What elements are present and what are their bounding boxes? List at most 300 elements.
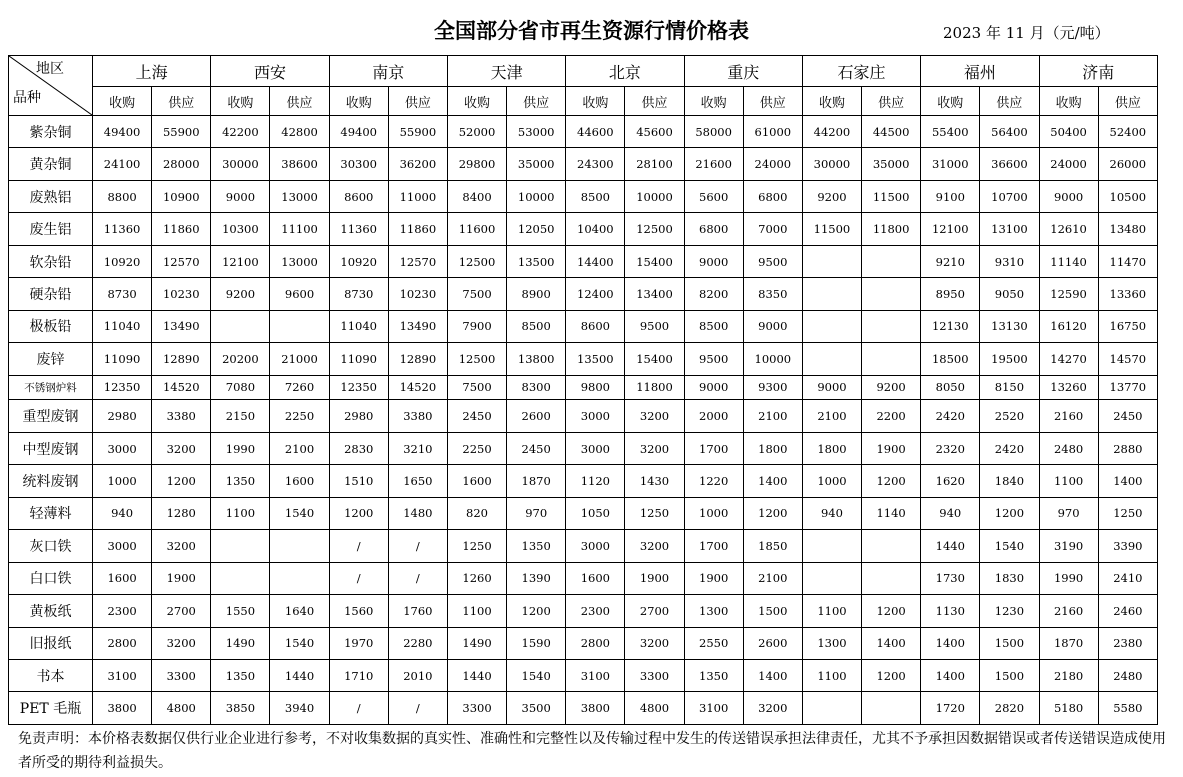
- sell-price-cell: 3380: [152, 400, 211, 432]
- buy-price-cell: [211, 310, 270, 342]
- sell-price-cell: 1250: [625, 497, 684, 529]
- sell-price-cell: 3940: [270, 692, 329, 725]
- buy-price-cell: 21600: [684, 148, 743, 180]
- sell-header: 供应: [270, 87, 329, 116]
- buy-price-cell: 1300: [802, 627, 861, 659]
- buy-price-cell: 3800: [93, 692, 152, 725]
- sell-price-cell: 1200: [507, 595, 566, 627]
- sell-price-cell: 1400: [743, 659, 802, 691]
- sell-price-cell: 3200: [625, 627, 684, 659]
- sell-price-cell: 2280: [388, 627, 447, 659]
- sell-price-cell: 1870: [507, 465, 566, 497]
- sell-price-cell: 2010: [388, 659, 447, 691]
- buy-price-cell: 2550: [684, 627, 743, 659]
- buy-price-cell: 29800: [447, 148, 506, 180]
- sell-price-cell: 21000: [270, 343, 329, 375]
- sell-price-cell: 1500: [743, 595, 802, 627]
- buy-price-cell: [802, 278, 861, 310]
- sell-price-cell: 55900: [388, 116, 447, 148]
- buy-price-cell: 12100: [921, 213, 980, 245]
- sell-price-cell: 28000: [152, 148, 211, 180]
- buy-header: 收购: [684, 87, 743, 116]
- sell-price-cell: 9500: [625, 310, 684, 342]
- buy-price-cell: 8730: [329, 278, 388, 310]
- buy-price-cell: 1130: [921, 595, 980, 627]
- sell-price-cell: 2600: [743, 627, 802, 659]
- buy-price-cell: 3000: [566, 400, 625, 432]
- sell-price-cell: 3200: [743, 692, 802, 725]
- buy-price-cell: 11360: [329, 213, 388, 245]
- buy-price-cell: 8500: [566, 180, 625, 212]
- buy-price-cell: 820: [447, 497, 506, 529]
- variety-name-cell: 紫杂铜: [9, 116, 93, 148]
- sell-price-cell: 1900: [152, 562, 211, 594]
- buy-price-cell: 1350: [211, 659, 270, 691]
- sell-price-cell: 2250: [270, 400, 329, 432]
- sell-price-cell: 10230: [152, 278, 211, 310]
- buy-price-cell: 2420: [921, 400, 980, 432]
- sell-header: 供应: [862, 87, 921, 116]
- buy-price-cell: 11360: [93, 213, 152, 245]
- sell-price-cell: 12570: [388, 245, 447, 277]
- region-header: 上海: [93, 56, 211, 87]
- variety-name-cell: 黄板纸: [9, 595, 93, 627]
- buy-price-cell: 55400: [921, 116, 980, 148]
- sell-price-cell: 1200: [862, 595, 921, 627]
- sell-price-cell: [270, 530, 329, 562]
- sell-price-cell: 9310: [980, 245, 1039, 277]
- buy-price-cell: 1600: [447, 465, 506, 497]
- buy-price-cell: 1120: [566, 465, 625, 497]
- buy-price-cell: 1100: [802, 595, 861, 627]
- buy-price-cell: 1560: [329, 595, 388, 627]
- buy-price-cell: 9800: [566, 375, 625, 400]
- price-table-body: [9, 116, 1158, 725]
- buy-price-cell: 1710: [329, 659, 388, 691]
- buy-price-cell: 1100: [447, 595, 506, 627]
- buy-price-cell: 2000: [684, 400, 743, 432]
- buy-price-cell: [802, 562, 861, 594]
- buy-price-cell: 10920: [329, 245, 388, 277]
- buy-price-cell: 14270: [1039, 343, 1098, 375]
- buy-price-cell: 58000: [684, 116, 743, 148]
- sell-price-cell: 1540: [507, 659, 566, 691]
- buy-price-cell: 52000: [447, 116, 506, 148]
- buy-price-cell: 12610: [1039, 213, 1098, 245]
- sell-price-cell: 1390: [507, 562, 566, 594]
- sell-price-cell: [862, 278, 921, 310]
- buy-price-cell: 2800: [566, 627, 625, 659]
- variety-name-cell: 软杂铅: [9, 245, 93, 277]
- variety-name-cell: 重型废钢: [9, 400, 93, 432]
- sell-price-cell: 10500: [1098, 180, 1157, 212]
- buy-price-cell: 9000: [1039, 180, 1098, 212]
- table-row: [9, 375, 1158, 400]
- corner-header-cell: [9, 56, 93, 116]
- sell-price-cell: 35000: [862, 148, 921, 180]
- sell-price-cell: 9600: [270, 278, 329, 310]
- buy-price-cell: 1200: [329, 497, 388, 529]
- sell-price-cell: 1200: [862, 659, 921, 691]
- region-header: 北京: [566, 56, 684, 87]
- buy-sell-header-row: [9, 87, 1158, 116]
- sell-price-cell: 7260: [270, 375, 329, 400]
- buy-price-cell: 14400: [566, 245, 625, 277]
- buy-price-cell: 20200: [211, 343, 270, 375]
- sell-price-cell: /: [388, 562, 447, 594]
- buy-price-cell: 18500: [921, 343, 980, 375]
- table-row: [9, 148, 1158, 180]
- table-row: [9, 497, 1158, 529]
- table-row: [9, 562, 1158, 594]
- buy-price-cell: 1600: [93, 562, 152, 594]
- corner-region-label: 地区: [36, 61, 64, 77]
- sell-price-cell: [862, 310, 921, 342]
- sell-header: 供应: [388, 87, 447, 116]
- region-header: 石家庄: [802, 56, 920, 87]
- sell-price-cell: 2480: [1098, 659, 1157, 691]
- sell-price-cell: 1140: [862, 497, 921, 529]
- buy-price-cell: 2300: [93, 595, 152, 627]
- buy-header: 收购: [1039, 87, 1098, 116]
- region-header: 福州: [921, 56, 1039, 87]
- sell-price-cell: 2600: [507, 400, 566, 432]
- sell-price-cell: 2100: [270, 432, 329, 464]
- price-table: [8, 55, 1158, 725]
- buy-price-cell: 13260: [1039, 375, 1098, 400]
- sell-price-cell: 10000: [625, 180, 684, 212]
- sell-header: 供应: [507, 87, 566, 116]
- buy-price-cell: 9500: [684, 343, 743, 375]
- sell-price-cell: 1760: [388, 595, 447, 627]
- sell-price-cell: 13490: [152, 310, 211, 342]
- buy-price-cell: 8730: [93, 278, 152, 310]
- buy-price-cell: [211, 562, 270, 594]
- variety-name-cell: 统料废钢: [9, 465, 93, 497]
- sell-price-cell: 11860: [388, 213, 447, 245]
- sell-price-cell: [862, 245, 921, 277]
- buy-price-cell: 9000: [802, 375, 861, 400]
- sell-price-cell: 3500: [507, 692, 566, 725]
- sell-price-cell: 3390: [1098, 530, 1157, 562]
- sell-price-cell: 19500: [980, 343, 1039, 375]
- sell-price-cell: 1400: [862, 627, 921, 659]
- buy-price-cell: 24100: [93, 148, 152, 180]
- buy-price-cell: 31000: [921, 148, 980, 180]
- sell-header: 供应: [1098, 87, 1157, 116]
- sell-price-cell: 3380: [388, 400, 447, 432]
- sell-price-cell: 2410: [1098, 562, 1157, 594]
- table-row: [9, 627, 1158, 659]
- sell-price-cell: 12050: [507, 213, 566, 245]
- buy-price-cell: 940: [921, 497, 980, 529]
- table-row: [9, 659, 1158, 691]
- buy-price-cell: 10400: [566, 213, 625, 245]
- sell-price-cell: 13130: [980, 310, 1039, 342]
- buy-price-cell: 1440: [447, 659, 506, 691]
- buy-price-cell: 2320: [921, 432, 980, 464]
- sell-price-cell: 1540: [270, 497, 329, 529]
- buy-price-cell: [802, 310, 861, 342]
- buy-price-cell: 1970: [329, 627, 388, 659]
- sell-price-cell: 12570: [152, 245, 211, 277]
- sell-price-cell: 1600: [270, 465, 329, 497]
- sell-price-cell: 13100: [980, 213, 1039, 245]
- buy-price-cell: 12350: [93, 375, 152, 400]
- table-row: [9, 310, 1158, 342]
- buy-price-cell: 30300: [329, 148, 388, 180]
- sell-price-cell: 10700: [980, 180, 1039, 212]
- sell-price-cell: 2100: [743, 562, 802, 594]
- buy-price-cell: 9100: [921, 180, 980, 212]
- buy-price-cell: 8400: [447, 180, 506, 212]
- buy-price-cell: 970: [1039, 497, 1098, 529]
- buy-price-cell: 1260: [447, 562, 506, 594]
- buy-header: 收购: [566, 87, 625, 116]
- buy-price-cell: 2150: [211, 400, 270, 432]
- table-row: [9, 595, 1158, 627]
- buy-price-cell: 3000: [566, 432, 625, 464]
- sell-price-cell: 13770: [1098, 375, 1157, 400]
- variety-name-cell: 极板铅: [9, 310, 93, 342]
- table-row: [9, 180, 1158, 212]
- sell-price-cell: 12500: [625, 213, 684, 245]
- sell-price-cell: 1200: [862, 465, 921, 497]
- buy-header: 收购: [93, 87, 152, 116]
- buy-price-cell: 3000: [93, 530, 152, 562]
- sell-price-cell: 14520: [152, 375, 211, 400]
- sell-price-cell: 1440: [270, 659, 329, 691]
- sell-price-cell: 13800: [507, 343, 566, 375]
- buy-price-cell: 1700: [684, 530, 743, 562]
- buy-price-cell: 8600: [329, 180, 388, 212]
- buy-price-cell: 3850: [211, 692, 270, 725]
- buy-price-cell: 24000: [1039, 148, 1098, 180]
- table-row: [9, 343, 1158, 375]
- buy-header: 收购: [211, 87, 270, 116]
- sell-price-cell: 13400: [625, 278, 684, 310]
- region-header: 西安: [211, 56, 329, 87]
- table-row: [9, 692, 1158, 725]
- region-header: 济南: [1039, 56, 1158, 87]
- sell-price-cell: 1500: [980, 627, 1039, 659]
- sell-price-cell: 13000: [270, 245, 329, 277]
- buy-price-cell: 1730: [921, 562, 980, 594]
- region-header: 重庆: [684, 56, 802, 87]
- buy-price-cell: 42200: [211, 116, 270, 148]
- variety-name-cell: 不锈钢炉料: [9, 375, 93, 400]
- sell-price-cell: 8500: [507, 310, 566, 342]
- buy-price-cell: 11040: [93, 310, 152, 342]
- buy-price-cell: 1700: [684, 432, 743, 464]
- sell-price-cell: 8900: [507, 278, 566, 310]
- sell-price-cell: 11470: [1098, 245, 1157, 277]
- buy-price-cell: /: [329, 692, 388, 725]
- sell-price-cell: 52400: [1098, 116, 1157, 148]
- buy-price-cell: 2160: [1039, 400, 1098, 432]
- buy-price-cell: 1600: [566, 562, 625, 594]
- buy-price-cell: 10920: [93, 245, 152, 277]
- table-row: [9, 245, 1158, 277]
- buy-price-cell: 940: [93, 497, 152, 529]
- sell-price-cell: 1850: [743, 530, 802, 562]
- buy-price-cell: 44600: [566, 116, 625, 148]
- buy-price-cell: 9000: [211, 180, 270, 212]
- sell-price-cell: 3200: [152, 627, 211, 659]
- table-row: [9, 530, 1158, 562]
- sell-price-cell: [862, 692, 921, 725]
- sell-price-cell: 11860: [152, 213, 211, 245]
- buy-price-cell: 12500: [447, 343, 506, 375]
- sell-price-cell: 1840: [980, 465, 1039, 497]
- variety-name-cell: 书本: [9, 659, 93, 691]
- buy-price-cell: [802, 530, 861, 562]
- sell-price-cell: 3300: [152, 659, 211, 691]
- buy-price-cell: 7500: [447, 278, 506, 310]
- sell-price-cell: 10900: [152, 180, 211, 212]
- buy-price-cell: 5180: [1039, 692, 1098, 725]
- variety-name-cell: 废生铝: [9, 213, 93, 245]
- region-header: 南京: [329, 56, 447, 87]
- sell-price-cell: [862, 343, 921, 375]
- sell-price-cell: 3210: [388, 432, 447, 464]
- buy-price-cell: 1720: [921, 692, 980, 725]
- sell-price-cell: 1250: [1098, 497, 1157, 529]
- buy-price-cell: 1000: [93, 465, 152, 497]
- buy-price-cell: 24300: [566, 148, 625, 180]
- sell-price-cell: 15400: [625, 343, 684, 375]
- sell-price-cell: 2460: [1098, 595, 1157, 627]
- buy-price-cell: 8200: [684, 278, 743, 310]
- buy-price-cell: 49400: [329, 116, 388, 148]
- region-header-row: [9, 56, 1158, 87]
- sell-price-cell: 1350: [507, 530, 566, 562]
- sell-price-cell: 55900: [152, 116, 211, 148]
- buy-price-cell: 11600: [447, 213, 506, 245]
- sell-price-cell: 2420: [980, 432, 1039, 464]
- sell-price-cell: /: [388, 530, 447, 562]
- page-title: 全国部分省市再生资源行情价格表: [434, 19, 749, 43]
- sell-price-cell: 8300: [507, 375, 566, 400]
- region-header: 天津: [447, 56, 565, 87]
- buy-price-cell: 1900: [684, 562, 743, 594]
- variety-name-cell: 废熟铝: [9, 180, 93, 212]
- sell-price-cell: 3200: [625, 432, 684, 464]
- buy-header: 收购: [329, 87, 388, 116]
- sell-price-cell: 11800: [625, 375, 684, 400]
- buy-price-cell: 2100: [802, 400, 861, 432]
- buy-price-cell: 8050: [921, 375, 980, 400]
- sell-price-cell: 11000: [388, 180, 447, 212]
- sell-price-cell: 9500: [743, 245, 802, 277]
- table-row: [9, 465, 1158, 497]
- sell-price-cell: 14570: [1098, 343, 1157, 375]
- sell-price-cell: [862, 562, 921, 594]
- sell-price-cell: 11100: [270, 213, 329, 245]
- sell-price-cell: 28100: [625, 148, 684, 180]
- variety-name-cell: PET 毛瓶: [9, 692, 93, 725]
- sell-price-cell: 36600: [980, 148, 1039, 180]
- sell-price-cell: 53000: [507, 116, 566, 148]
- buy-price-cell: [802, 692, 861, 725]
- buy-price-cell: 1550: [211, 595, 270, 627]
- sell-price-cell: 2820: [980, 692, 1039, 725]
- table-row: [9, 400, 1158, 432]
- sell-price-cell: 16750: [1098, 310, 1157, 342]
- buy-price-cell: 7080: [211, 375, 270, 400]
- sell-price-cell: 44500: [862, 116, 921, 148]
- table-row: [9, 213, 1158, 245]
- sell-price-cell: 3300: [625, 659, 684, 691]
- buy-price-cell: 2980: [93, 400, 152, 432]
- buy-price-cell: 2830: [329, 432, 388, 464]
- sell-price-cell: 13480: [1098, 213, 1157, 245]
- buy-price-cell: 1400: [921, 659, 980, 691]
- buy-price-cell: /: [329, 562, 388, 594]
- sell-price-cell: 1400: [1098, 465, 1157, 497]
- buy-price-cell: 3100: [93, 659, 152, 691]
- variety-name-cell: 废锌: [9, 343, 93, 375]
- sell-price-cell: 2450: [507, 432, 566, 464]
- buy-price-cell: 1220: [684, 465, 743, 497]
- sell-price-cell: 1280: [152, 497, 211, 529]
- buy-price-cell: 12130: [921, 310, 980, 342]
- sell-header: 供应: [625, 87, 684, 116]
- sell-price-cell: 13500: [507, 245, 566, 277]
- sell-price-cell: 36200: [388, 148, 447, 180]
- buy-price-cell: 1300: [684, 595, 743, 627]
- sell-price-cell: 11500: [862, 180, 921, 212]
- sell-price-cell: 2380: [1098, 627, 1157, 659]
- sell-price-cell: 1590: [507, 627, 566, 659]
- buy-price-cell: 8800: [93, 180, 152, 212]
- table-row: [9, 116, 1158, 148]
- sell-price-cell: 13490: [388, 310, 447, 342]
- buy-price-cell: 1990: [1039, 562, 1098, 594]
- date-unit-label: 2023 年 11 月（元/吨）: [943, 24, 1110, 42]
- buy-price-cell: 50400: [1039, 116, 1098, 148]
- buy-price-cell: 6800: [684, 213, 743, 245]
- sell-price-cell: 14520: [388, 375, 447, 400]
- buy-price-cell: 1000: [802, 465, 861, 497]
- buy-price-cell: 3000: [566, 530, 625, 562]
- sell-header: 供应: [152, 87, 211, 116]
- sell-price-cell: 2700: [625, 595, 684, 627]
- sell-price-cell: 9050: [980, 278, 1039, 310]
- sell-price-cell: 45600: [625, 116, 684, 148]
- buy-price-cell: 30000: [802, 148, 861, 180]
- buy-price-cell: 1100: [211, 497, 270, 529]
- buy-price-cell: 3000: [93, 432, 152, 464]
- sell-price-cell: 1230: [980, 595, 1039, 627]
- buy-price-cell: 11140: [1039, 245, 1098, 277]
- sell-price-cell: 1900: [862, 432, 921, 464]
- sell-price-cell: 1430: [625, 465, 684, 497]
- sell-price-cell: 2200: [862, 400, 921, 432]
- buy-price-cell: 2480: [1039, 432, 1098, 464]
- sell-price-cell: 42800: [270, 116, 329, 148]
- sell-price-cell: 61000: [743, 116, 802, 148]
- sell-price-cell: 5580: [1098, 692, 1157, 725]
- buy-price-cell: 2300: [566, 595, 625, 627]
- sell-price-cell: 1200: [152, 465, 211, 497]
- sell-price-cell: 26000: [1098, 148, 1157, 180]
- buy-price-cell: 1620: [921, 465, 980, 497]
- buy-price-cell: 2180: [1039, 659, 1098, 691]
- sell-price-cell: 1400: [743, 465, 802, 497]
- sell-header: 供应: [743, 87, 802, 116]
- buy-price-cell: 12100: [211, 245, 270, 277]
